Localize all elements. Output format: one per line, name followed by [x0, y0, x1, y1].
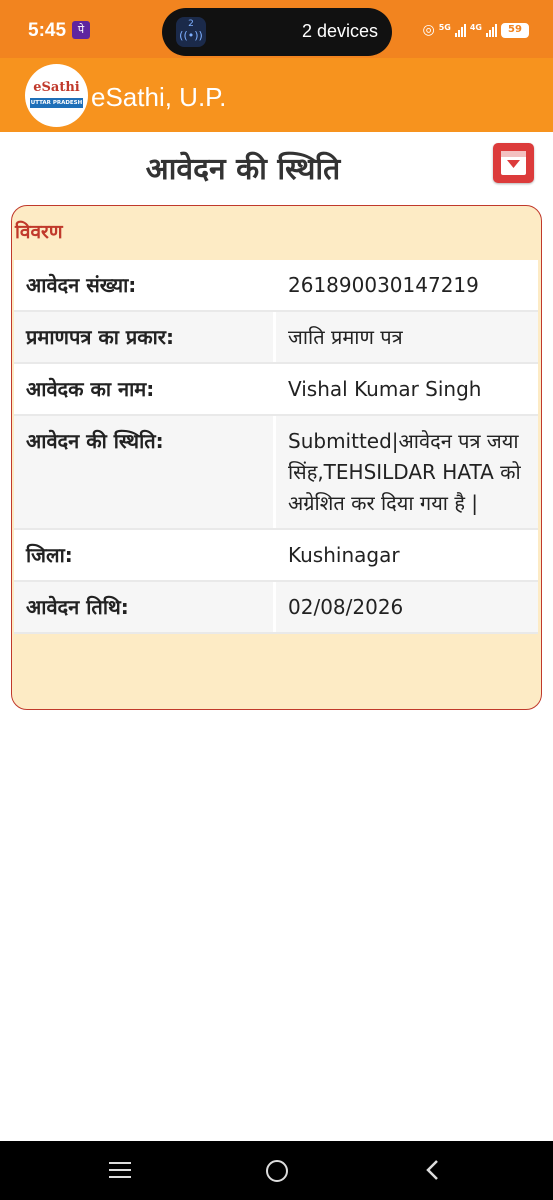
details-header: विवरण [15, 221, 63, 243]
signal-strength-icon [486, 24, 497, 37]
details-table [14, 260, 538, 634]
table-row [14, 416, 538, 530]
status-bar [0, 0, 553, 58]
applicant-name-label: आवेदक का नाम: [14, 364, 276, 414]
application-date-value: 02/08/2026 [276, 582, 538, 632]
table-row [14, 312, 538, 364]
logo-text: eSathi [33, 80, 80, 95]
battery-icon: 59 [501, 23, 529, 38]
application-number-value: 261890030147219 [276, 260, 538, 310]
application-status-label: आवेदन की स्थिति: [14, 416, 276, 528]
table-row [14, 530, 538, 582]
table-row [14, 364, 538, 416]
application-date-label: आवेदन तिथि: [14, 582, 276, 632]
district-value: Kushinagar [276, 530, 538, 580]
download-button[interactable] [493, 143, 534, 183]
application-number-label: आवेदन संख्या: [14, 260, 276, 310]
table-row [14, 582, 538, 634]
connected-devices-count: 2 [188, 19, 194, 29]
application-status-value: Submitted|आवेदन पत्र जया सिंह,TEHSILDAR HATA को अग्रेशित कर दिया गया है | [276, 416, 538, 528]
home-icon[interactable] [266, 1160, 288, 1182]
phonepe-notification-icon: पे [72, 21, 90, 39]
menu-icon[interactable] [109, 1162, 131, 1178]
logo-band: UTTAR PRADESH [30, 100, 83, 106]
esathi-logo [25, 64, 88, 127]
status-time: 5:45 [28, 20, 67, 41]
dynamic-island[interactable] [162, 8, 392, 56]
table-row [14, 260, 538, 312]
connected-devices-icon: 2 ((•)) [176, 17, 206, 47]
status-indicators [423, 22, 530, 38]
connected-devices-label: 2 devices [301, 21, 378, 41]
signal-strength-icon [455, 24, 466, 37]
network-type-1: 5G [438, 22, 451, 32]
hotspot-icon: ◎ [422, 22, 435, 38]
app-title: eSathi, U.P. [91, 82, 227, 112]
page-title: आवेदन की स्थिति [145, 152, 341, 187]
back-icon[interactable] [423, 1158, 443, 1182]
certificate-type-value: जाति प्रमाण पत्र [276, 312, 538, 362]
applicant-name-value: Vishal Kumar Singh [276, 364, 538, 414]
download-icon [501, 151, 526, 175]
certificate-type-label: प्रमाणपत्र का प्रकार: [14, 312, 276, 362]
district-label: जिला: [14, 530, 276, 580]
network-type-2: 4G [469, 22, 482, 32]
